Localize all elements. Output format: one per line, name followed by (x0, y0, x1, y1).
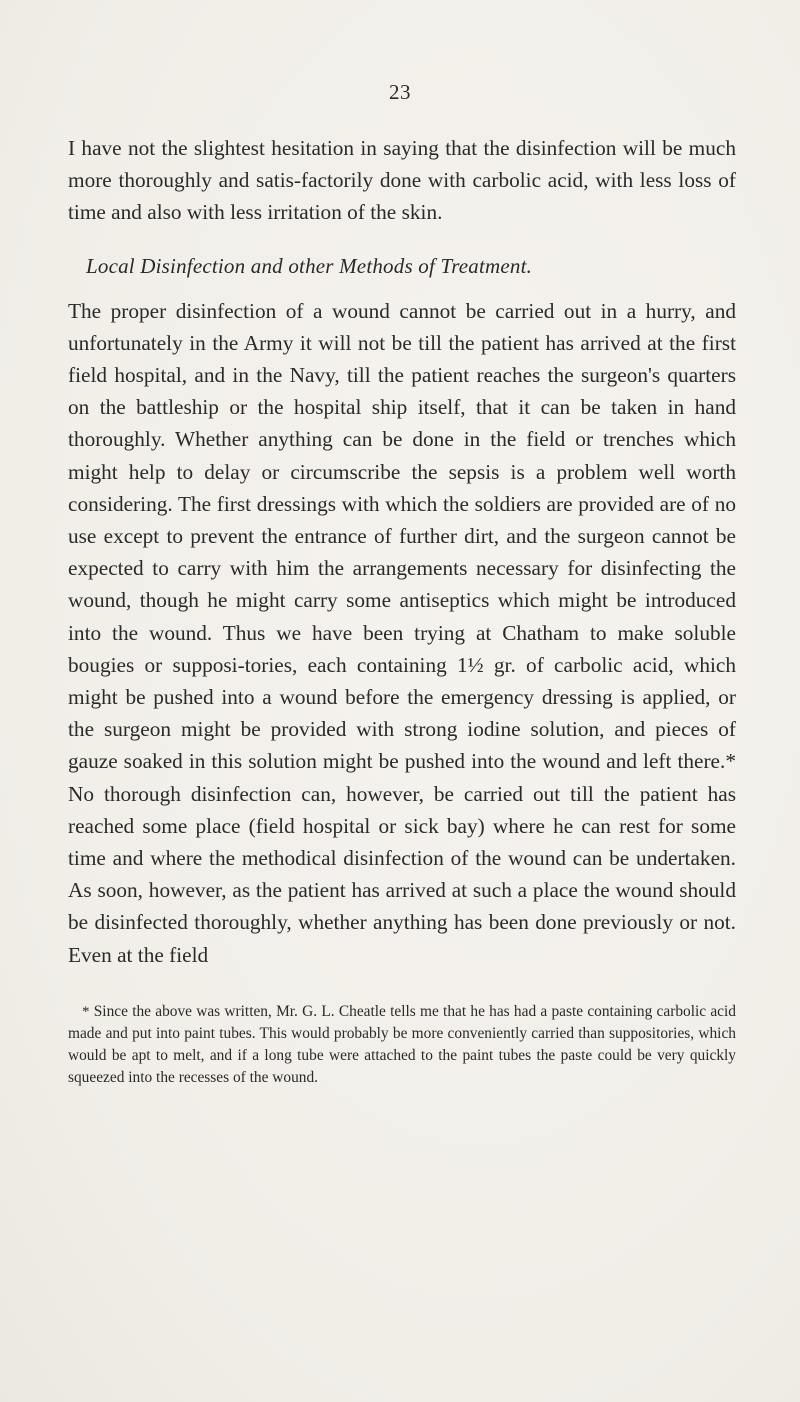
footnote-text: Since the above was written, Mr. G. L. Cheatle tells me that he has had a paste containing carbolic acid made and put into paint tubes. This would probably be more conveniently carried than suppositories, which would be apt to melt, and if a long tube were attached to the paint tubes the paste could be very quickly squeezed into the recesses of the wound. (68, 1002, 736, 1086)
section-heading: Local Disinfection and other Methods of Treatment. (86, 253, 533, 278)
footnote-marker: * (82, 1003, 90, 1020)
main-paragraph: The proper disinfection of a wound cannot be carried out in a hurry, and unfortunately in the Army it will not be till the patient has arrived at the first field hospital, and in the Navy, till the patient reaches the surgeon's quarters on the battleship or the hospital ship itself, that it can be taken in hand thoroughly. Whether anything can be done in the field or trenches which might help to delay or circumscribe the sepsis is a problem well worth considering. The first dressings with which the soldiers are provided are of no use except to prevent the entrance of further dirt, and the surgeon cannot be expected to carry with him the arrangements necessary for disinfecting the wound, though he might carry some antiseptics which might be introduced into the wound. Thus we have been trying at Chatham to make soluble bougies or supposi-tories, each containing 1½ gr. of carbolic acid, which might be pushed into a wound before the emergency dressing is applied, or the surgeon might be provided with strong iodine solution, and pieces of gauze soaked in this solution might be pushed into the wound and left there.* No thorough disinfection can, however, be carried out till the patient has reached some place (field hospital or sick bay) where he can rest for some time and where the methodical disinfection of the wound can be undertaken. As soon, however, as the patient has arrived at such a place the wound should be disinfected thoroughly, whether anything has been done previously or not. Even at the field (68, 298, 736, 967)
opening-paragraph: I have not the slightest hesitation in saying that the disinfection will be much more thoroughly and satis-factorily done with carbolic acid, with less loss of time and also with less irritation of the skin. (68, 136, 736, 225)
page-number: 23 (389, 80, 411, 104)
page-content (68, 132, 736, 1104)
footnote (68, 1001, 736, 1088)
